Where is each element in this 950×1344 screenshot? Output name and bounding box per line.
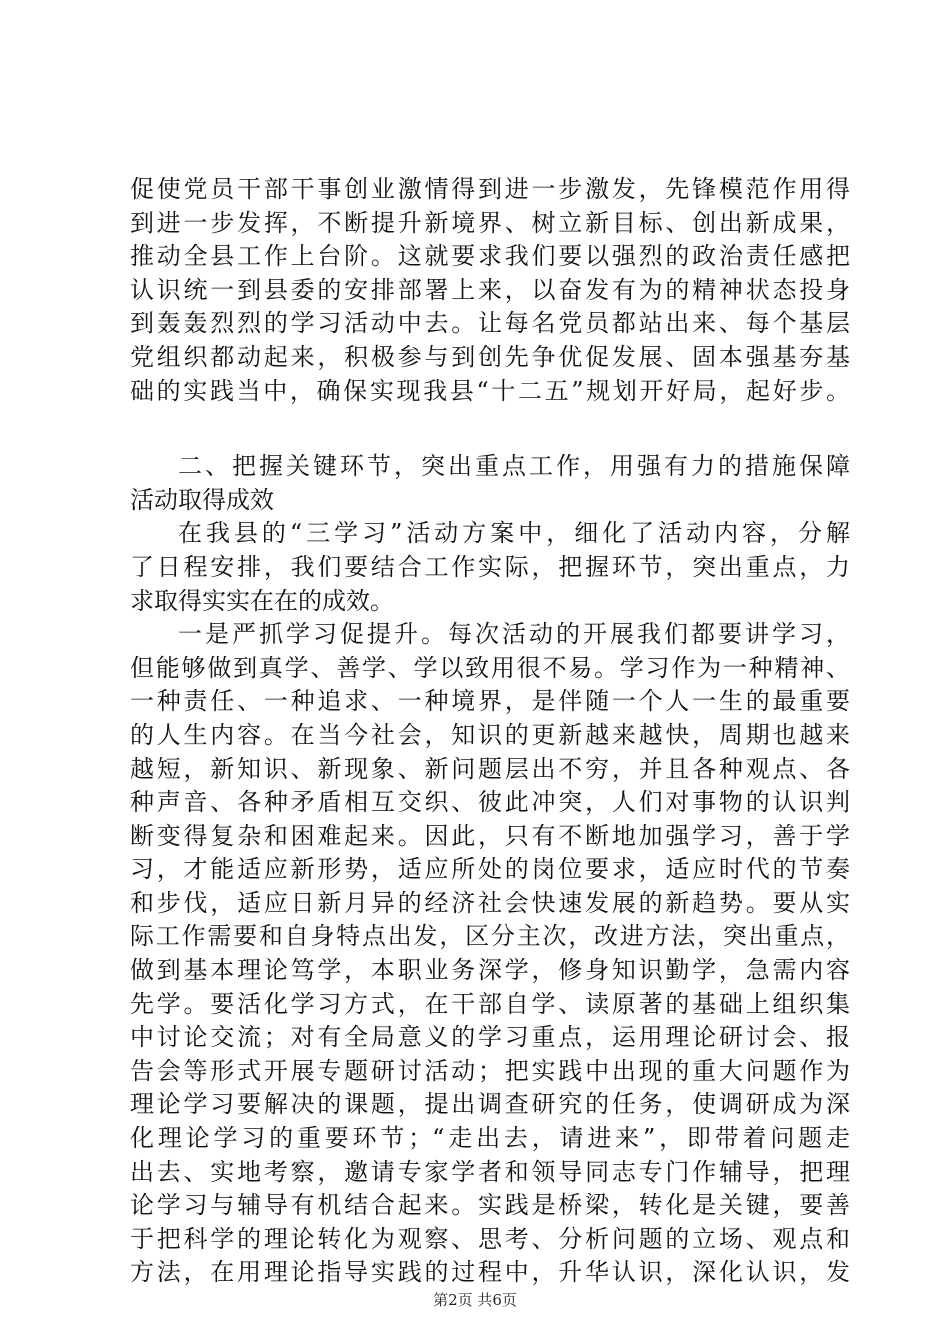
text-line: 际工作需要和自身特点出发，区分主次，改进方法，突出重点， [130,922,850,951]
section-heading [130,450,850,517]
text-line: 求取得实实在在的成效。 [130,586,394,615]
text-line: 习，才能适应新形势，适应所处的岗位要求，适应时代的节奏 [130,855,850,884]
text-line: 方法，在用理论指导实践的过程中，升华认识，深化认识，发 [130,1258,850,1287]
text-line: 理论学习要解决的课题，提出调查研究的任务，使调研成为深 [130,1090,850,1119]
text-line: 先学。要活化学习方式，在干部自学、读原著的基础上组织集 [130,989,850,1018]
text-line: 种声音、各种矛盾相互交织、彼此冲突，人们对事物的认识判 [130,788,850,817]
text-line: 在我县的“三学习”活动方案中，细化了活动内容，分解 [178,519,850,548]
text-line: 认识统一到县委的安排部署上来，以奋发有为的精神状态投身 [130,275,850,304]
text-line: 推动全县工作上台阶。这就要求我们要以强烈的政治责任感把 [130,242,850,271]
text-line: 党组织都动起来，积极参与到创先争优促发展、固本强基夯基 [130,342,850,371]
text-line: 一是严抓学习促提升。每次活动的开展我们都要讲学习， [178,620,850,649]
text-line: 但能够做到真学、善学、学以致用很不易。学习作为一种精神、 [130,653,850,682]
heading-line: 活动取得成效 [130,485,274,514]
text-line: 中讨论交流；对有全局意义的学习重点，运用理论研讨会、报 [130,1023,850,1052]
text-line: 出去、实地考察，邀请专家学者和领导同志专门作辅导，把理 [130,1157,850,1186]
text-line: 告会等形式开展专题研讨活动；把实践中出现的重大问题作为 [130,1056,850,1085]
paragraph [130,517,850,618]
paragraph [130,618,850,1290]
text-line: 越短，新知识、新现象、新问题层出不穷，并且各种观点、各 [130,754,850,783]
text-line: 化理论学习的重要环节；“走出去，请进来”，即带着问题走 [130,1124,850,1153]
page-number-footer: 第2页 共6页 [433,1291,517,1309]
text-line: 做到基本理论笃学，本职业务深学，修身知识勤学，急需内容 [130,956,850,985]
text-line: 到进一步发挥，不断提升新境界、树立新目标、创出新成果， [130,208,850,237]
text-line: 促使党员干部干事创业激情得到进一步激发，先锋模范作用得 [130,175,850,203]
text-line: 到轰轰烈烈的学习活动中去。让每名党员都站出来、每个基层 [130,309,850,338]
body-text [130,173,850,1290]
text-line: 和步伐，适应日新月异的经济社会快速发展的新趋势。要从实 [130,888,850,917]
text-line: 础的实践当中，确保实现我县“十二五”规划开好局，起好步。 [130,376,850,405]
text-line: 的人生内容。在当今社会，知识的更新越来越快，周期也越来 [130,720,850,749]
text-line: 了日程安排，我们要结合工作实际，把握环节，突出重点，力 [130,552,850,581]
paragraph-gap [130,408,850,450]
text-line: 于把科学的理论转化为观察、思考、分析问题的立场、观点和 [130,1224,850,1253]
heading-line: 二、把握关键环节，突出重点工作，用强有力的措施保障 [178,452,850,481]
text-line: 断变得复杂和困难起来。因此，只有不断地加强学习，善于学 [130,821,850,850]
text-line: 一种责任、一种追求、一种境界，是伴随一个人一生的最重要 [130,687,850,716]
text-line: 论学习与辅导有机结合起来。实践是桥梁，转化是关键，要善 [130,1191,850,1220]
paragraph [130,173,850,408]
